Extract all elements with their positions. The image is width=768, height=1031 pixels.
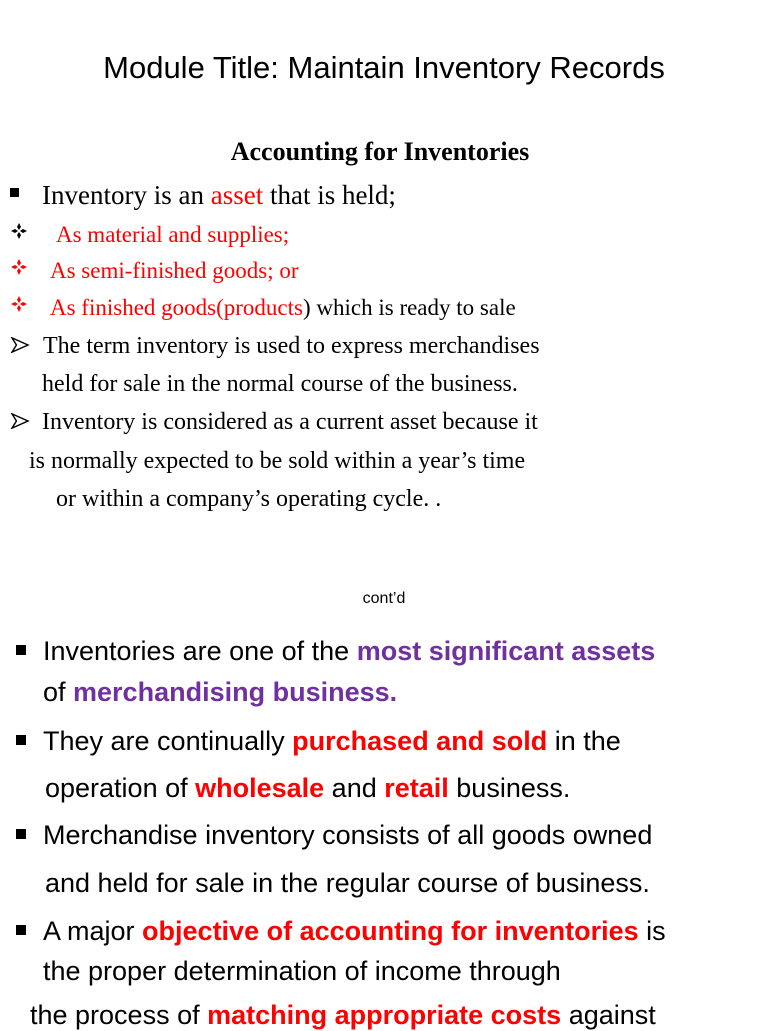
arrow-bullet-text-cont: or within a company’s operating cycle. . [56, 486, 442, 512]
highlight-retail: retail [384, 773, 449, 803]
module-title: Module Title: Maintain Inventory Records [103, 50, 665, 85]
square-bullet-icon [10, 188, 19, 197]
highlight-finished-goods: As finished goods(products [50, 295, 303, 320]
arrow-bullet-text-cont: is normally expected to be sold within a year’s time [29, 448, 526, 474]
bullet-text: that is held; [263, 180, 396, 210]
bullet-text: the process of [30, 1000, 208, 1030]
diamond-bullet-icon [10, 295, 28, 313]
diamond-bullet-icon [10, 222, 28, 240]
sub-bullet-text: As material and supplies; [56, 222, 290, 247]
arrow-bullet-text: Inventory is considered as a current asset because it [42, 409, 538, 435]
square-bullet-icon [16, 925, 26, 935]
arrow-bullet-text-cont: held for sale in the normal course of the business. [42, 371, 518, 397]
bullet-text: business. [448, 773, 571, 803]
highlight-merchandising: merchandising business [73, 677, 390, 707]
bullet-text-cont: and held for sale in the regular course of business. [45, 868, 650, 898]
arrowhead-bullet-icon [10, 337, 30, 353]
bullet-text: operation of [45, 773, 196, 803]
slide-heading: Accounting for Inventories [230, 137, 530, 166]
square-bullet-icon [16, 735, 26, 745]
square-bullet-icon [16, 829, 26, 839]
highlight-wholesale: wholesale [195, 773, 325, 803]
highlight-significant-assets: most significant assets [356, 636, 656, 666]
bullet-text: They are continually [43, 726, 293, 756]
sub-bullet-semi-finished [10, 258, 299, 283]
highlight-asset: asset [210, 180, 264, 210]
bullet-text: against [561, 1000, 656, 1030]
square-bullet-icon [16, 645, 26, 655]
sub-bullet-finished [10, 295, 516, 320]
highlight-matching-costs: matching appropriate costs [207, 1000, 562, 1030]
highlight-purchased-sold: purchased and sold [292, 726, 548, 756]
arrowhead-bullet-icon [10, 413, 30, 429]
bullet-text: . [389, 677, 398, 707]
bullet-text-cont: the proper determination of income through [43, 956, 561, 986]
bullet-text: of [43, 677, 74, 707]
sub-bullet-text: As semi-finished goods; or [50, 258, 299, 283]
bullet-text: Inventory is an [42, 180, 211, 210]
diamond-bullet-icon [10, 258, 28, 276]
bullet-text: in the [547, 726, 621, 756]
sub-bullet-text: ) which is ready to sale [302, 295, 516, 320]
arrow-bullet-text: The term inventory is used to express merchandises [43, 333, 540, 359]
bullet-text: is [638, 916, 666, 946]
bullet-text: Merchandise inventory consists of all goods owned [43, 820, 653, 850]
highlight-objective: objective of accounting for inventories [142, 916, 639, 946]
sub-bullet-material [10, 222, 290, 247]
contd-label: cont’d [362, 590, 406, 607]
bullet-text: and [324, 773, 385, 803]
bullet-text: A major [43, 916, 143, 946]
bullet-text: Inventories are one of the [43, 636, 357, 666]
